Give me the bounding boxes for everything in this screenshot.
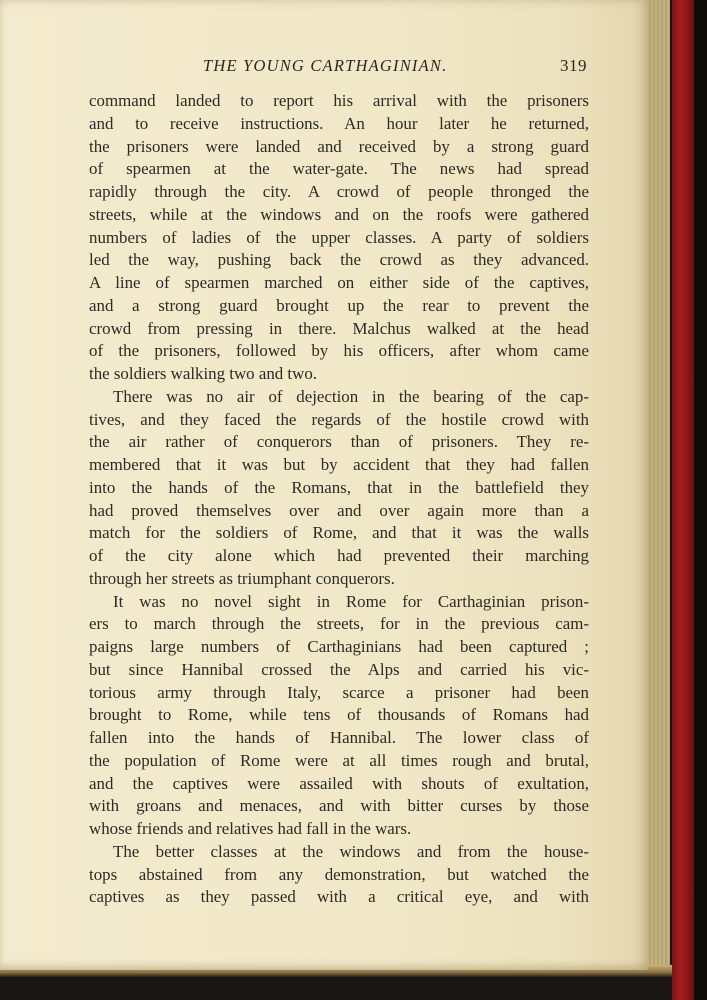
text-line: led the way, pushing back the crowd as they advanced.: [89, 250, 589, 270]
body-text: [89, 90, 589, 909]
text-line: It was no novel sight in Rome for Carthaginian prison-: [113, 591, 589, 611]
text-line: streets, while at the windows and on the roofs were gathered: [89, 204, 589, 224]
running-title: THE YOUNG CARTHAGINIAN.: [203, 56, 448, 75]
text-line: fallen into the hands of Hannibal. The lower class of: [89, 728, 589, 747]
text-line: ers to march through the streets, for in the previous cam-: [89, 614, 589, 634]
text-line: crowd from pressing in there. Malchus walked at the head: [89, 318, 589, 338]
text-line: paigns large numbers of Carthaginians had been captured ;: [89, 637, 589, 656]
page-number: 319: [560, 56, 587, 75]
text-line: had proved themselves over and over again more than a: [89, 500, 589, 520]
scan-background-edge: [694, 0, 707, 1000]
text-line: of the city alone which had prevented their marching: [89, 546, 589, 565]
text-line: the population of Rome were at all times rough and brutal,: [89, 750, 589, 770]
text-line: match for the soldiers of Rome, and that it was the walls: [89, 523, 589, 543]
text-line: torious army through Italy, scarce a prisoner had been: [89, 682, 589, 702]
text-line: tops abstained from any demonstration, but watched the: [89, 864, 589, 884]
text-line: rapidly through the city. A crowd of people thronged the: [89, 182, 589, 201]
text-line: and a strong guard brought up the rear to prevent the: [89, 295, 589, 315]
text-line: The better classes at the windows and from the house-: [113, 841, 589, 861]
book-cover-edge: [672, 0, 694, 1000]
text-line: but since Hannibal crossed the Alps and carried his vic-: [89, 659, 589, 679]
text-line: the prisoners were landed and received by a strong guard: [89, 136, 589, 156]
text-line: tives, and they faced the regards of the hostile crowd with: [89, 409, 589, 429]
text-line: with groans and menaces, and with bitter curses by those: [89, 796, 589, 816]
paragraph: [89, 591, 589, 841]
text-line: the soldiers walking two and two.: [89, 364, 317, 383]
text-line: and to receive instructions. An hour later he returned,: [89, 113, 589, 133]
page-header: [0, 56, 600, 82]
text-line: through her streets as triumphant conquerors.: [89, 568, 395, 588]
text-line: into the hands of the Romans, that in the battlefield they: [89, 477, 589, 497]
text-line: membered that it was but by accident that they had fallen: [89, 455, 589, 474]
text-line: of the prisoners, followed by his officers, after whom came: [89, 341, 589, 361]
text-line: There was no air of dejection in the bearing of the cap-: [113, 386, 589, 406]
text-line: command landed to report his arrival with the prisoners: [89, 91, 589, 110]
paragraph: [89, 841, 589, 909]
text-line: brought to Rome, while tens of thousands of Romans had: [89, 705, 589, 725]
text-line: captives as they passed with a critical eye, and with: [89, 887, 589, 907]
text-line: A line of spearmen marched on either side of the captives,: [89, 273, 589, 292]
text-line: whose friends and relatives had fall in the wars.: [89, 819, 412, 838]
text-line: of spearmen at the water-gate. The news had spread: [89, 159, 589, 179]
text-line: the air rather of conquerors than of prisoners. They re-: [89, 432, 589, 452]
paragraph: [89, 90, 589, 386]
text-line: numbers of ladies of the upper classes. A party of soldiers: [89, 227, 589, 247]
text-line: and the captives were assailed with shouts of exultation,: [89, 773, 589, 793]
paragraph: [89, 386, 589, 591]
